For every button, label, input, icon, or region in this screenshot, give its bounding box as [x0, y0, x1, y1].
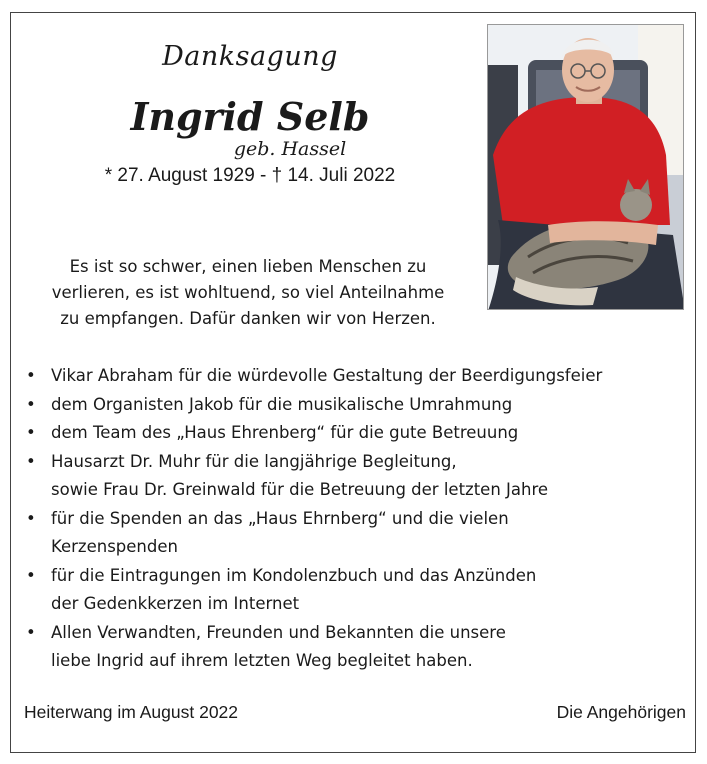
list-item — [24, 619, 694, 676]
thanks-line: für die Spenden an das „Haus Ehrnberg“ und die vielen — [51, 508, 509, 528]
intro-text — [38, 254, 458, 332]
bullet-icon: • — [26, 394, 36, 414]
thanks-line: für die Eintragungen im Kondolenzbuch und das Anzünden — [51, 565, 537, 585]
signature: Die Angehörigen — [556, 702, 686, 722]
list-item — [24, 505, 694, 562]
portrait-photo — [487, 24, 684, 310]
thanks-line: dem Team des „Haus Ehrenberg“ für die gute Betreuung — [51, 423, 519, 442]
bullet-icon: • — [26, 451, 36, 471]
notice-header — [50, 40, 450, 188]
life-dates: * 27. August 1929 - † 14. Juli 2022 — [104, 165, 396, 186]
thanks-line: sowie Frau Dr. Greinwald für die Betreuung der letzten Jahre — [51, 480, 549, 499]
intro-line: zu empfangen. Dafür danken wir von Herzen. — [60, 309, 436, 328]
intro-line: verlieren, es ist wohltuend, so viel Anteilnahme — [51, 283, 445, 302]
bullet-icon: • — [26, 565, 36, 585]
bullet-icon: • — [26, 423, 36, 442]
deceased-name: Ingrid Selb — [130, 94, 370, 139]
notice-title: Danksagung — [162, 41, 338, 72]
thanks-line: der Gedenkkerzen im Internet — [51, 594, 300, 613]
thanks-line: dem Organisten Jakob für die musikalische Umrahmung — [51, 394, 513, 414]
thanks-line: liebe Ingrid auf ihrem letzten Weg begleitet haben. — [51, 651, 473, 670]
list-item — [24, 391, 694, 420]
thanks-line: Vikar Abraham für die würdevolle Gestaltung der Beerdigungsfeier — [51, 366, 603, 385]
place-date: Heiterwang im August 2022 — [24, 702, 239, 722]
portrait-photo-icon — [488, 25, 684, 310]
notice-footer — [24, 702, 686, 723]
thanks-line: Allen Verwandten, Freunden und Bekannten die unsere — [51, 622, 506, 642]
list-item — [24, 562, 694, 619]
bullet-icon: • — [26, 622, 36, 642]
list-item — [24, 419, 694, 448]
bullet-icon: • — [26, 366, 36, 385]
thanks-line: Kerzenspenden — [51, 537, 178, 556]
maiden-name: geb. Hassel — [233, 138, 347, 160]
intro-line: Es ist so schwer, einen lieben Menschen zu — [69, 257, 427, 276]
thanks-list — [24, 362, 694, 676]
thanks-line: Hausarzt Dr. Muhr für die langjährige Begleitung, — [51, 451, 457, 471]
list-item — [24, 362, 694, 391]
list-item — [24, 448, 694, 505]
bullet-icon: • — [26, 508, 36, 528]
